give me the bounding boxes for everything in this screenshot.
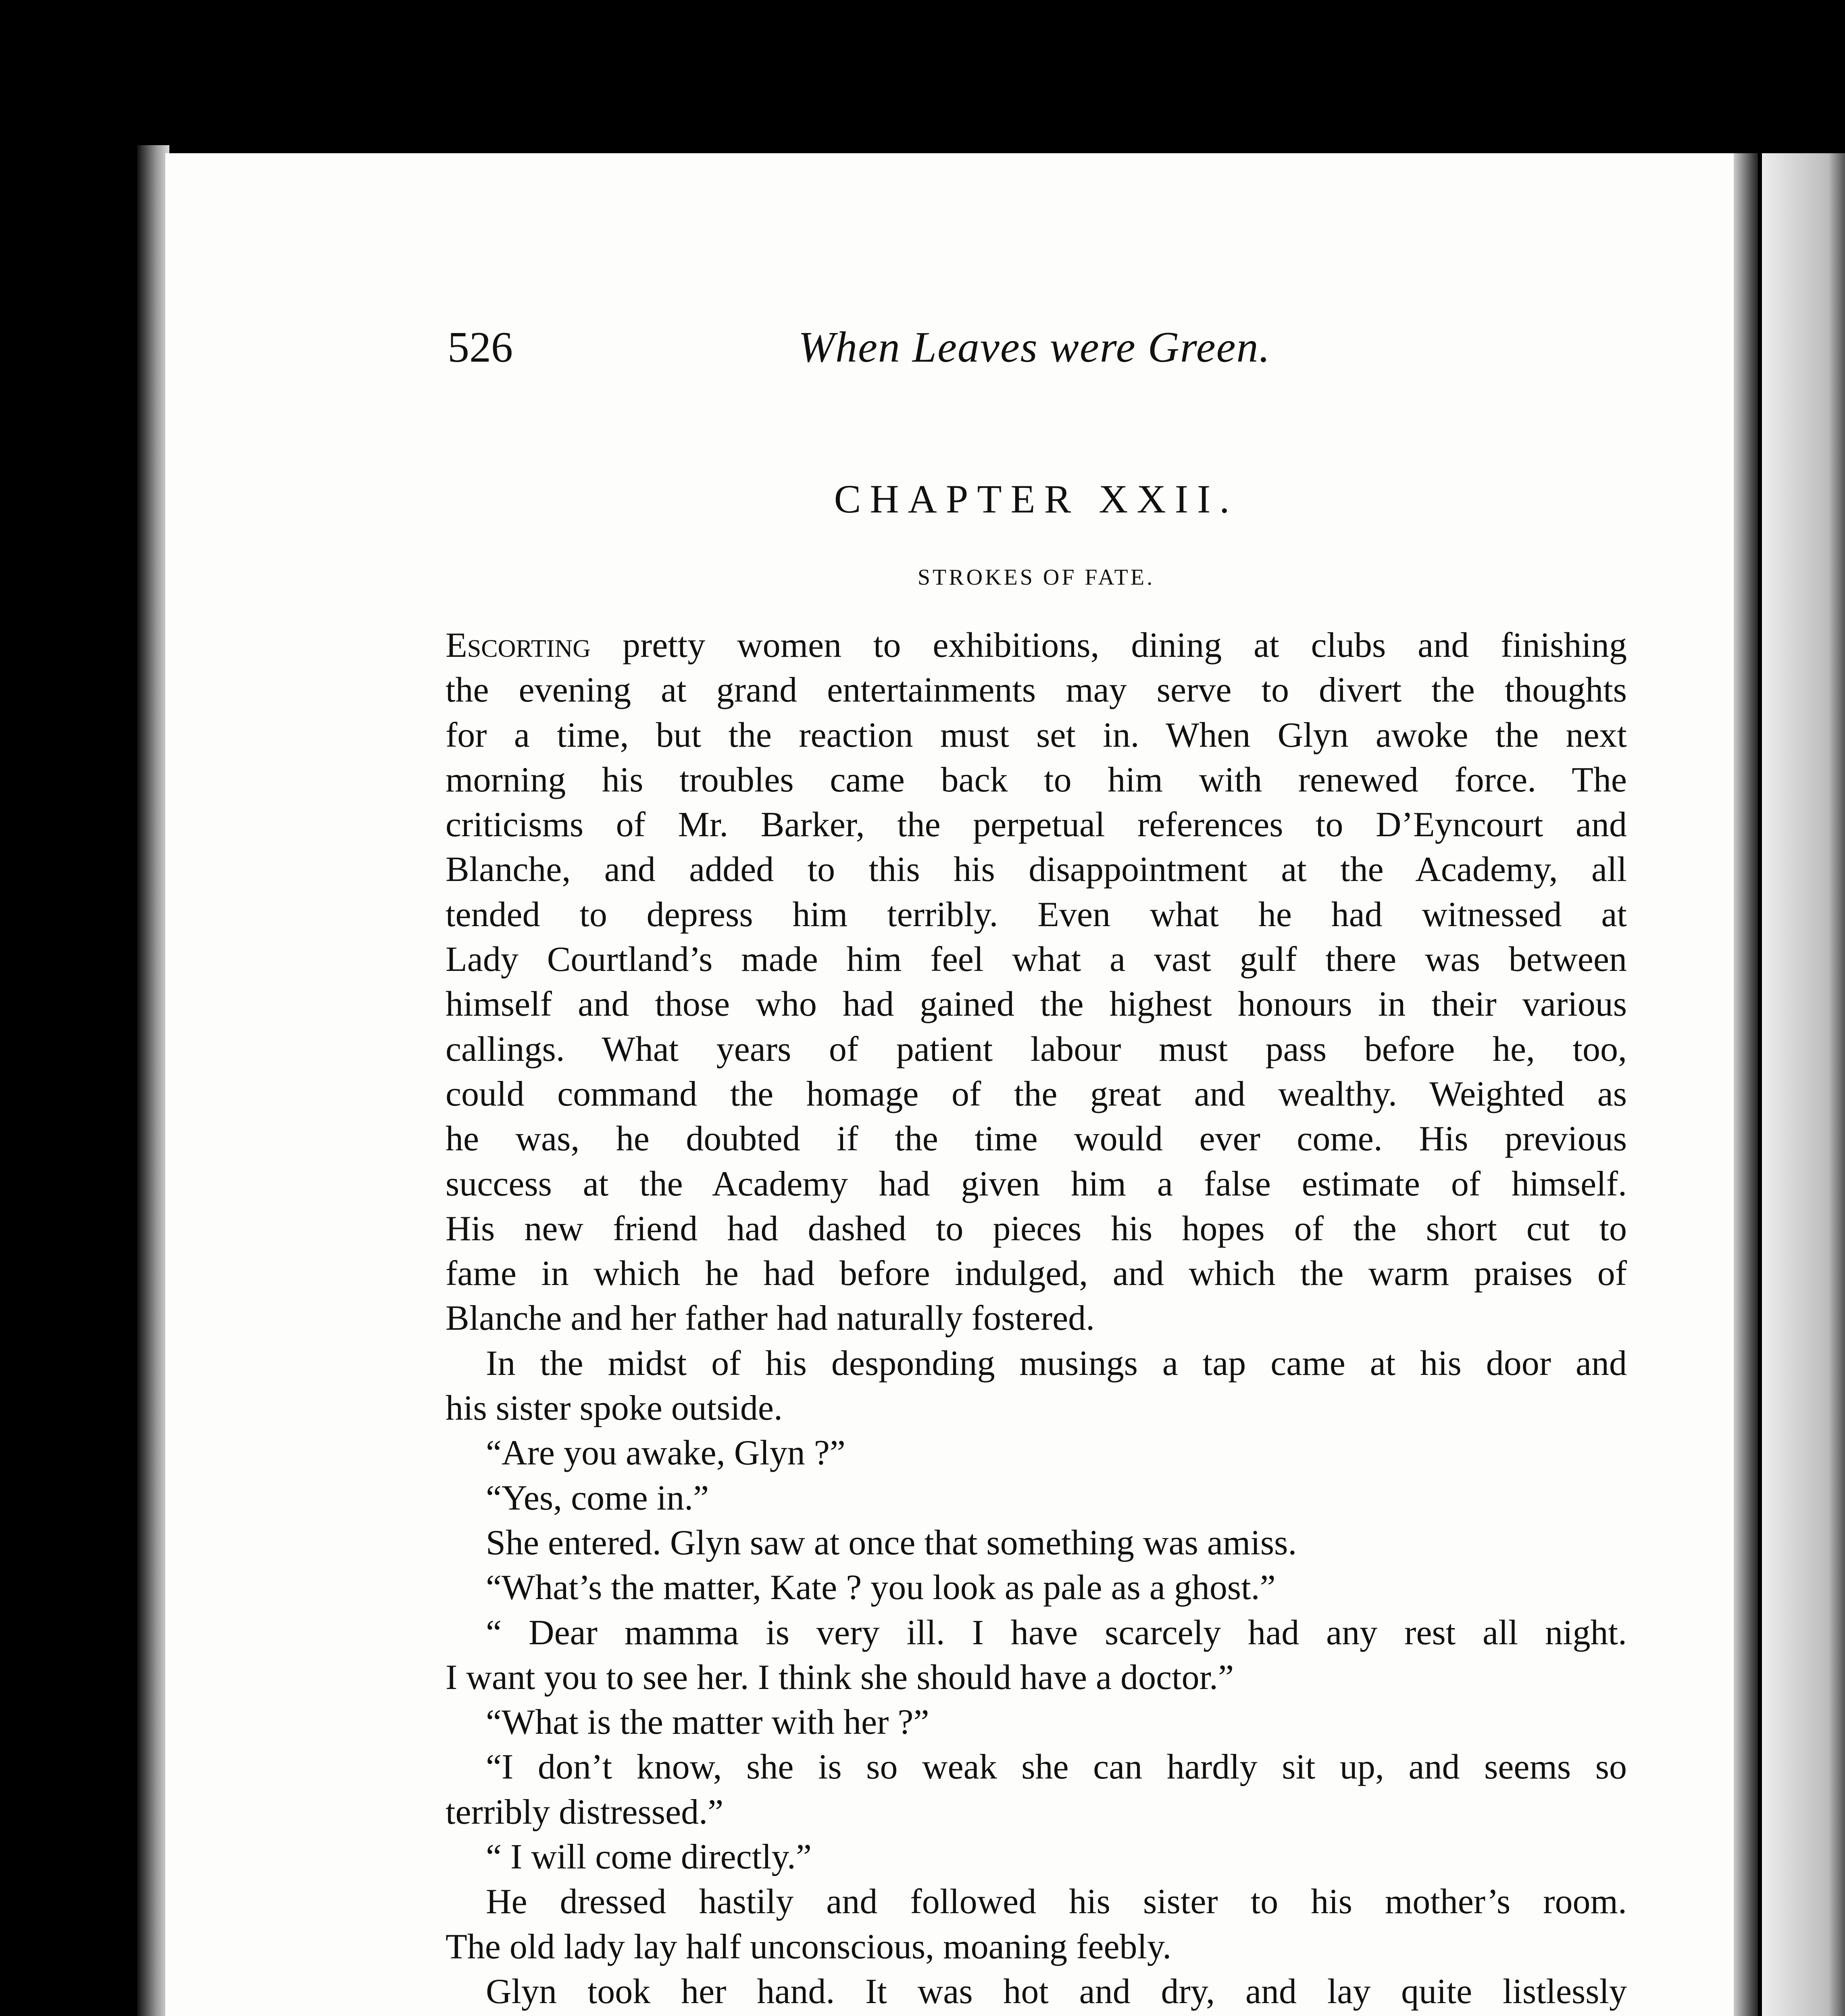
text-line-content: “ I will come directly.” (486, 1837, 812, 1877)
running-title: When Leaves were Green. (798, 323, 1271, 371)
text-line (446, 1790, 1627, 1835)
text-line (446, 1341, 1627, 1386)
text-line (446, 623, 1627, 668)
text-line-content: fame in which he had before indulged, and which the warm praises of (446, 1254, 1627, 1293)
text-line-content: “What is the matter with her ?” (486, 1703, 929, 1742)
text-line-content: In the midst of his desponding musings a tap came at his door and (486, 1343, 1627, 1383)
text-line-content: morning his troubles came back to him with renewed force. The (446, 760, 1627, 800)
text-line (446, 1116, 1627, 1161)
text-line-content: “Yes, come in.” (486, 1478, 709, 1518)
text-line (446, 1879, 1627, 1924)
text-line-content: himself and those who had gained the highest honours in their various (446, 985, 1627, 1024)
chapter-heading: CHAPTER XXII. (834, 477, 1239, 521)
drop-lead-word: Escorting (446, 626, 591, 665)
facing-page-edge (1762, 153, 1845, 2016)
running-head (448, 323, 1617, 379)
text-line (446, 1835, 1627, 1879)
chapter-subtitle: STROKES OF FATE. (917, 565, 1155, 590)
text-line (446, 2014, 1627, 2016)
text-line (446, 1296, 1627, 1341)
text-line (446, 1072, 1627, 1116)
text-line-content: Lady Courtland’s made him feel what a vast gulf there was between (446, 940, 1627, 979)
text-line-content: “ Dear mamma is very ill. I have scarcely had any rest all night. (486, 1613, 1627, 1652)
text-line (446, 937, 1627, 982)
text-line (446, 1251, 1627, 1296)
body-text (446, 623, 1627, 2016)
text-line-content: He dressed hastily and followed his sister to his mother’s room. (486, 1882, 1627, 1922)
text-line (446, 1610, 1627, 1655)
text-line-content: the evening at grand entertainments may serve to divert the thoughts (446, 671, 1627, 710)
text-line (446, 1206, 1627, 1251)
text-line (446, 668, 1627, 712)
text-line (446, 1700, 1627, 1745)
text-line (446, 1162, 1627, 1206)
text-line-content: “Are you awake, Glyn ?” (486, 1433, 845, 1473)
page-gutter-shadow (137, 145, 169, 2016)
text-line-content: “I don’t know, she is so weak she can hardly sit up, and seems so (486, 1747, 1627, 1787)
text-line (446, 802, 1627, 847)
text-line (446, 758, 1627, 802)
text-line (446, 1027, 1627, 1072)
text-line-content: Glyn took her hand. It was hot and dry, and lay quite listlessly (486, 1972, 1627, 2011)
text-line (446, 982, 1627, 1027)
page-edge-shadow (1734, 153, 1758, 2016)
text-line (446, 1520, 1627, 1565)
text-line-content: for a time, but the reaction must set in. When Glyn awoke the next (446, 715, 1627, 755)
text-line-content: terribly distressed.” (446, 1792, 724, 1832)
page-number: 526 (448, 323, 513, 371)
text-line-content: Blanche and her father had naturally fostered. (446, 1299, 1095, 1338)
text-line (446, 1386, 1627, 1431)
text-line-content: Blanche, and added to this his disappointment at the Academy, all (446, 850, 1627, 889)
text-line-content: She entered. Glyn saw at once that something was amiss. (486, 1523, 1297, 1562)
text-line (446, 713, 1627, 758)
text-line-content: criticisms of Mr. Barker, the perpetual references to D’Eyncourt and (446, 805, 1627, 845)
text-line (446, 1924, 1627, 1969)
text-line (446, 847, 1627, 892)
text-line (446, 1745, 1627, 1789)
text-line (446, 1969, 1627, 2014)
text-line-content: callings. What years of patient labour must pass before he, too, (446, 1029, 1627, 1069)
text-line (446, 1431, 1627, 1475)
text-line (446, 892, 1627, 937)
text-line-content: pretty women to exhibitions, dining at clubs and finishing (591, 626, 1627, 665)
text-line-content: he was, he doubted if the time would ever come. His previous (446, 1119, 1627, 1159)
text-line (446, 1655, 1627, 1700)
text-line-content: his sister spoke outside. (446, 1389, 783, 1428)
text-line-content: I want you to see her. I think she should have a doctor.” (446, 1658, 1234, 1697)
text-line-content: could command the homage of the great and wealthy. Weighted as (446, 1074, 1627, 1114)
text-line-content: tended to depress him terribly. Even what he had witnessed at (446, 895, 1627, 934)
text-line-content: His new friend had dashed to pieces his hopes of the short cut to (446, 1209, 1627, 1248)
text-line (446, 1476, 1627, 1520)
text-line (446, 1565, 1627, 1610)
text-line-content: “What’s the matter, Kate ? you look as pale as a ghost.” (486, 1568, 1276, 1608)
text-line-content: The old lady lay half unconscious, moaning feebly. (446, 1927, 1172, 1966)
text-line-content: success at the Academy had given him a false estimate of himself. (446, 1164, 1627, 1204)
